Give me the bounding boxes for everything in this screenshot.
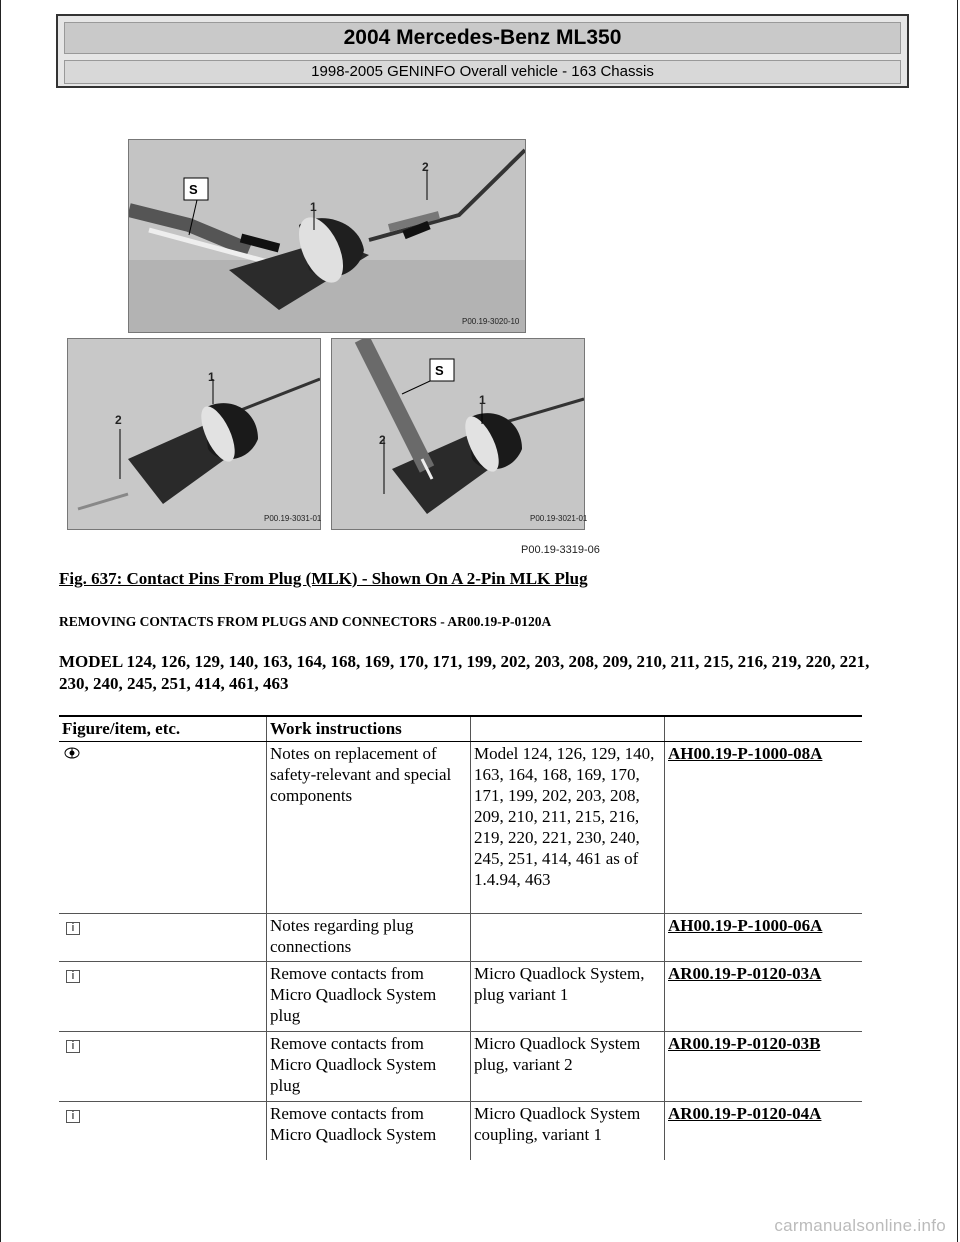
reference-link[interactable]: AR00.19-P-0120-04A — [668, 1104, 822, 1123]
warning-eye-icon — [64, 747, 80, 759]
figure-caption: Fig. 637: Contact Pins From Plug (MLK) - Shown On A 2-Pin MLK Plug — [59, 569, 588, 588]
info-icon: i — [66, 1110, 80, 1123]
reference-link[interactable]: AR00.19-P-0120-03A — [668, 964, 822, 983]
condition-cell: Micro Quadlock System, plug variant 1 — [471, 962, 665, 1032]
instruction-cell: Remove contacts from Micro Quadlock System plug — [267, 1032, 471, 1102]
header-title: 2004 Mercedes-Benz ML350 — [64, 22, 901, 54]
instruction-cell: Notes regarding plug connections — [267, 914, 471, 962]
work-instructions-table — [59, 715, 862, 1160]
instruction-cell: Remove contacts from Micro Quadlock System plug — [267, 962, 471, 1032]
column-header: Figure/item, etc. — [59, 716, 267, 742]
figure-code-bottom-left: P00.19-3031-01 — [264, 514, 322, 523]
figure-photo-bottom-right — [331, 338, 588, 530]
reference-cell — [665, 962, 863, 1032]
row-icon-cell — [59, 1032, 267, 1102]
reference-cell — [665, 1032, 863, 1102]
condition-cell: Micro Quadlock System coupling, variant 1 — [471, 1102, 665, 1160]
callout-label-1-br: 1 — [479, 393, 486, 407]
svg-text:S: S — [435, 363, 444, 378]
svg-text:S: S — [189, 182, 198, 197]
info-icon: i — [66, 922, 80, 935]
row-icon-cell — [59, 742, 267, 914]
figure-photo-top — [128, 139, 526, 333]
callout-label-2: 2 — [422, 160, 429, 174]
instruction-cell: Notes on replacement of safety-relevant and special components — [267, 742, 471, 914]
document-header — [56, 14, 909, 88]
table-row — [59, 1032, 862, 1102]
condition-cell: Model 124, 126, 129, 140, 163, 164, 168, 169, 170, 171, 199, 202, 203, 208, 209, 210, 211, 215, 216, 219, 220, 221, 230, 240, 245, 251, 414, 461 as of 1.4.94, 463 — [471, 742, 665, 914]
reference-link[interactable]: AR00.19-P-0120-03B — [668, 1034, 821, 1053]
row-icon-cell — [59, 962, 267, 1032]
section-heading: REMOVING CONTACTS FROM PLUGS AND CONNECTORS - AR00.19-P-0120A — [59, 614, 552, 629]
reference-link[interactable]: AH00.19-P-1000-06A — [668, 916, 823, 935]
info-icon: i — [66, 970, 80, 983]
column-header: Work instructions — [267, 716, 471, 742]
table-row — [59, 962, 862, 1032]
reference-cell — [665, 742, 863, 914]
figure-code-top: P00.19-3020-10 — [462, 317, 520, 326]
table-row — [59, 742, 862, 914]
column-header — [471, 716, 665, 742]
reference-cell — [665, 914, 863, 962]
row-icon-cell — [59, 914, 267, 962]
table-row — [59, 914, 862, 962]
reference-link[interactable]: AH00.19-P-1000-08A — [668, 744, 823, 763]
table-header-row — [59, 716, 862, 742]
callout-label-1-bl: 1 — [208, 370, 215, 384]
figure-code-bottom-right: P00.19-3021-01 — [530, 514, 588, 523]
callout-label-2-br: 2 — [379, 433, 386, 447]
header-subtitle: 1998-2005 GENINFO Overall vehicle - 163 Chassis — [64, 60, 901, 84]
figure-group-code: P00.19-3319-06 — [521, 544, 600, 556]
callout-label-2-bl: 2 — [115, 413, 122, 427]
callout-label-1: 1 — [310, 200, 317, 214]
watermark: carmanualsonline.info — [774, 1216, 946, 1235]
model-heading: MODEL 124, 126, 129, 140, 163, 164, 168, 169, 170, 171, 199, 202, 203, 208, 209, 210, 211, 215, 216, 219, 220, 221, 230, 240, 245, 251, 414, 461, 463 — [59, 652, 870, 693]
row-icon-cell — [59, 1102, 267, 1160]
table-row — [59, 1102, 862, 1160]
info-icon: i — [66, 1040, 80, 1053]
figure-photo-bottom-left — [67, 338, 321, 530]
condition-cell — [471, 914, 665, 962]
reference-cell — [665, 1102, 863, 1160]
column-header — [665, 716, 863, 742]
condition-cell: Micro Quadlock System plug, variant 2 — [471, 1032, 665, 1102]
instruction-cell: Remove contacts from Micro Quadlock System — [267, 1102, 471, 1160]
